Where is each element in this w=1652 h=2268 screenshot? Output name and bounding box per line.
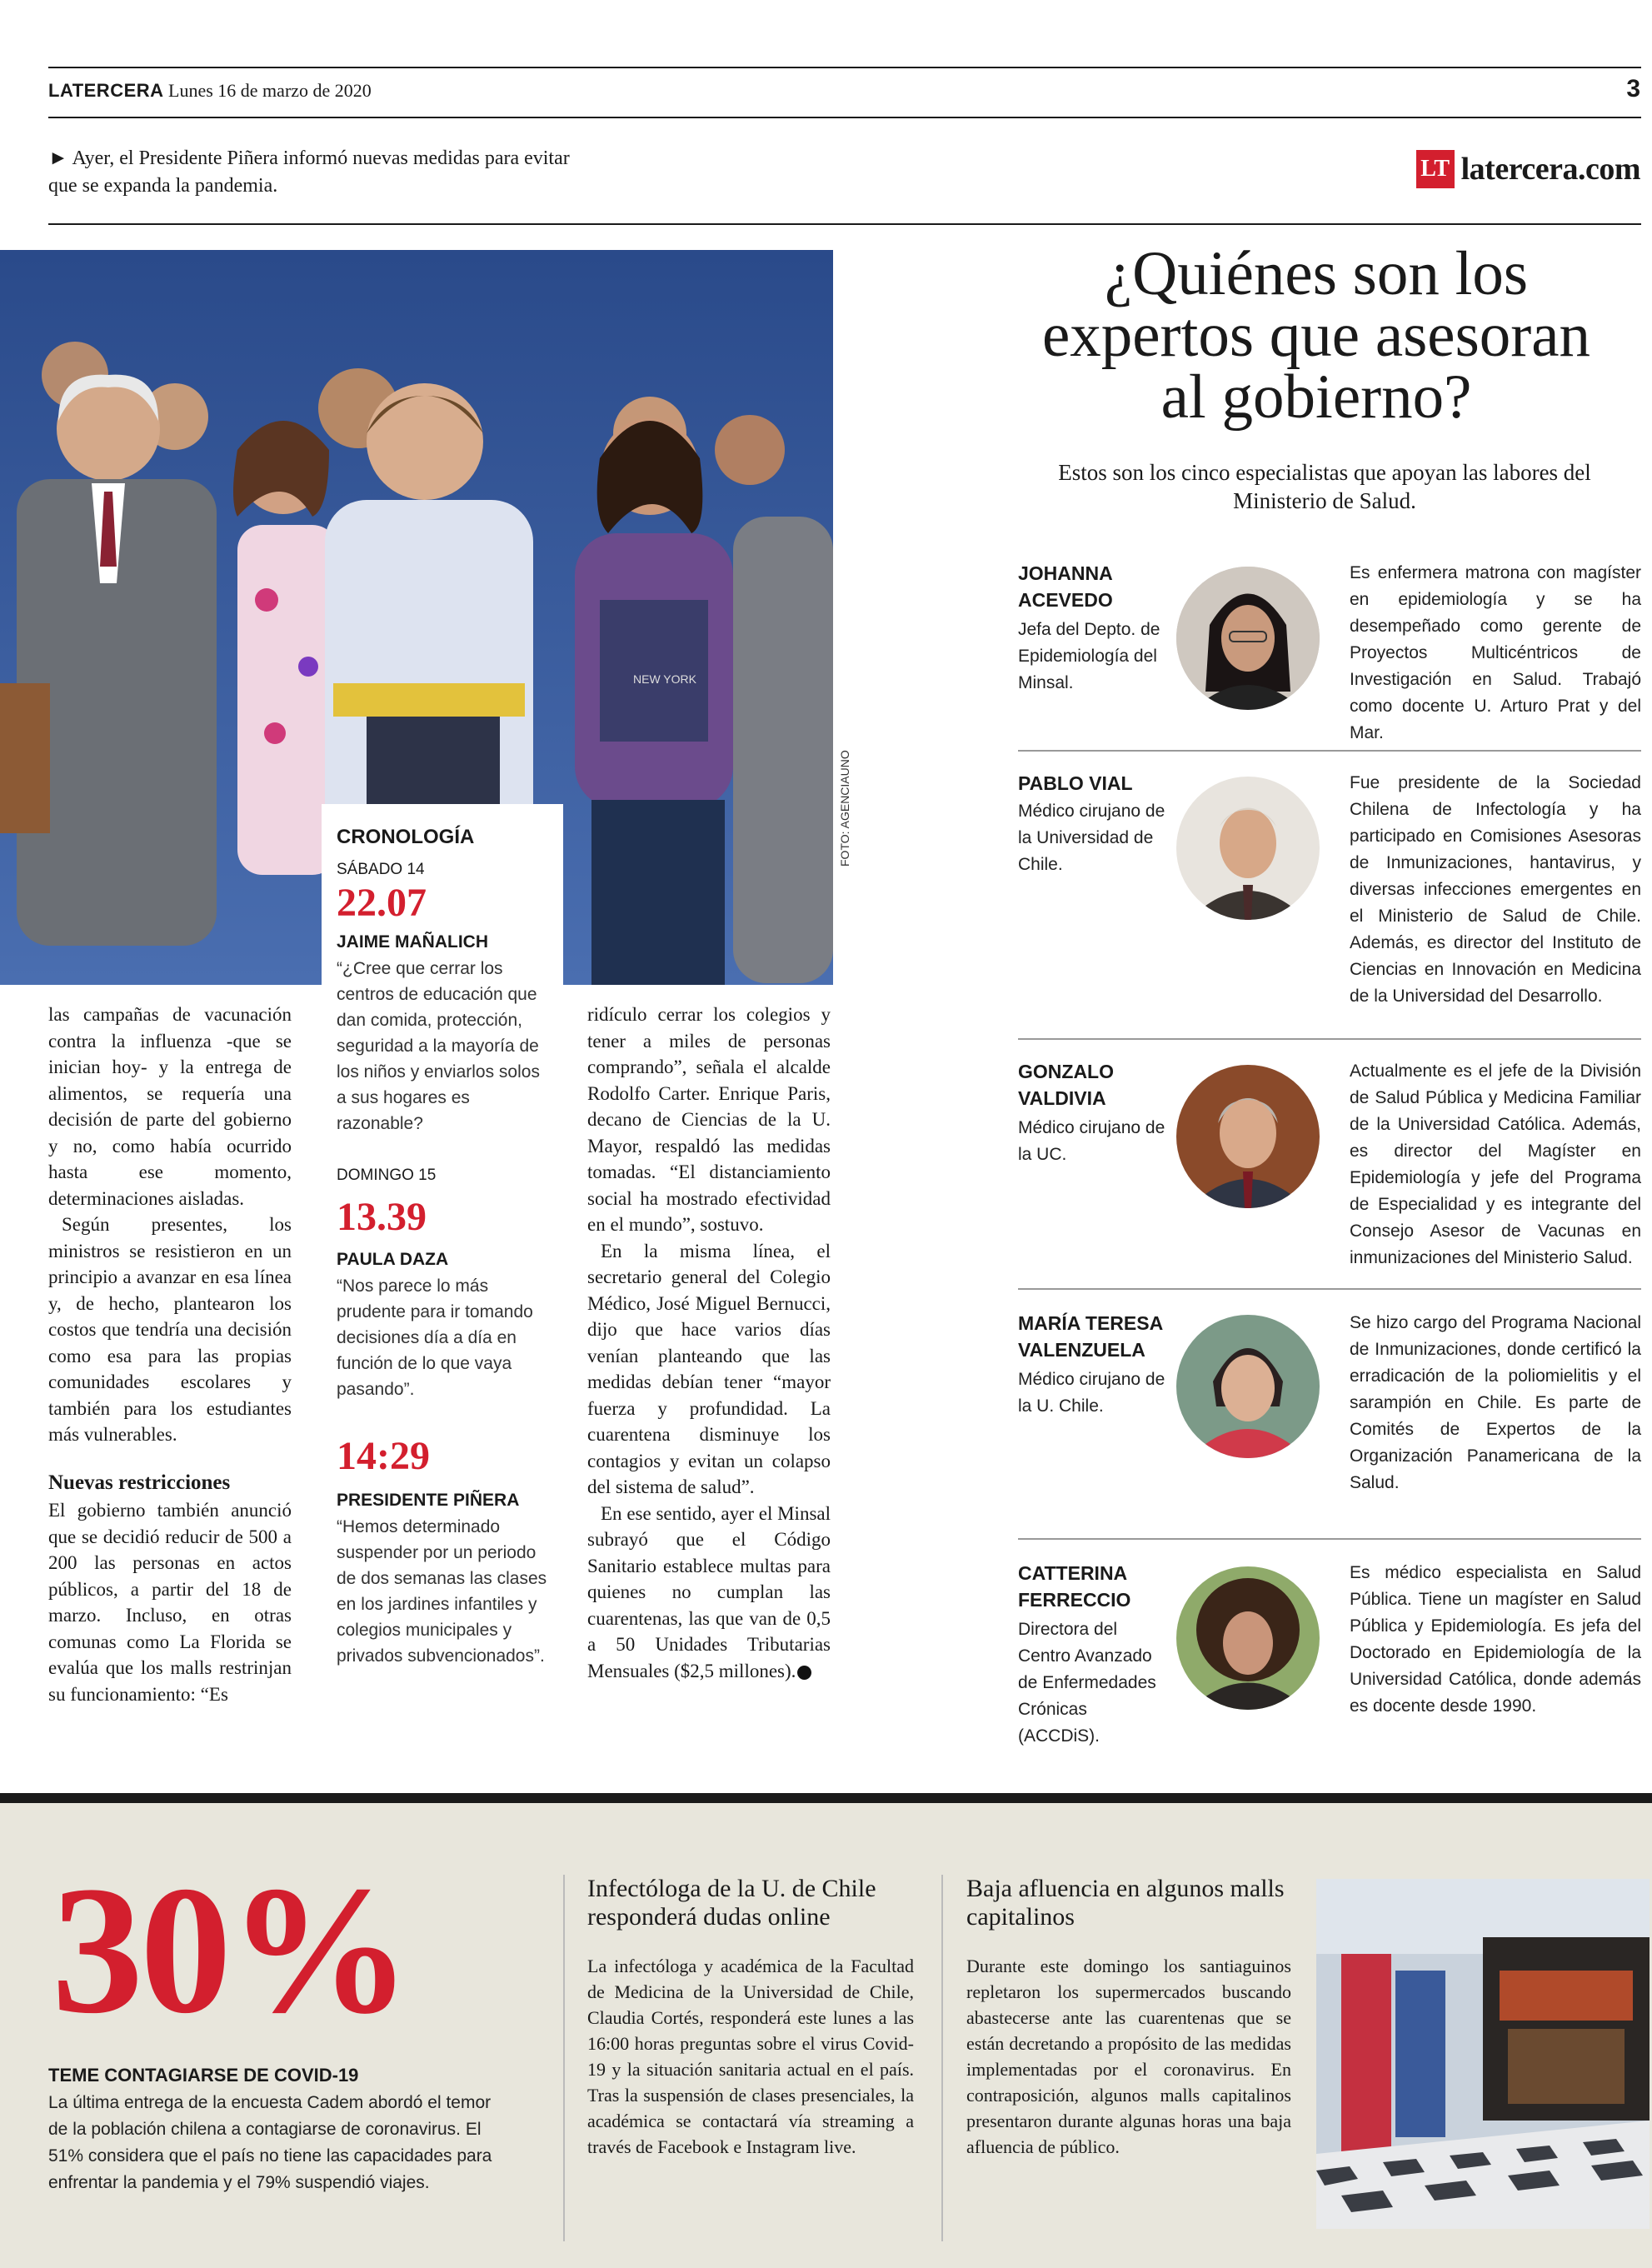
mall-photo	[1316, 1879, 1650, 2229]
photo-caption	[48, 145, 581, 200]
logo-text: latercera.com	[1460, 152, 1640, 187]
chronology-quote: “Hemos determinado suspender por un periodo de dos semanas las clases en los jardines infantiles y colegios municipales y privados subvencionados”.	[337, 1517, 547, 1666]
chronology-quote: “¿Cree que cerrar los centros de educación que dan comida, protección, seguridad a la mayoría de los niños y enviarlos solos a sus hogares es razonable?	[337, 959, 540, 1133]
expert-role: Médico cirujano de la UC.	[1018, 1118, 1165, 1164]
chronology-time: 13.39	[337, 1195, 427, 1239]
article-paragraph: En ese sentido, ayer el Minsal subrayó que el Código Sanitario establece multas para quienes no cumplan las cuarentenas, las que van de 0,5 a 50 Unidades Tributarias Mensuales ($2,5 millones).	[587, 1502, 831, 1681]
expert-portrait	[1176, 1065, 1320, 1208]
expert-bio: Fue presidente de la Sociedad Chilena de Infectología y ha participado en Comisiones Asesoras de Inmunizaciones, hantavirus, y diversas infecciones emergentes en el Ministerio de Salud de Chile. Además, es director del Instituto de Ciencias en Innovación en Medicina de la Universidad del Desarrollo.	[1350, 773, 1641, 1006]
expert-bio: Es enfermera matrona con magíster en epidemiología y se ha desempeñado como gerente de Proyectos Multicéntricos de Investigación en Salud. Trabajó como docente U. Arturo Prat y del Mar.	[1350, 563, 1641, 742]
caption-text: Ayer, el Presidente Piñera informó nuevas medidas para evitar que se expanda la pandemia.	[48, 147, 570, 197]
expert-portrait	[1176, 1566, 1320, 1710]
brief-malls	[966, 1875, 1291, 2160]
article-paragraph: El gobierno también anunció que se decidió reducir de 500 a 200 las personas en actos públicos, a partir del 18 de marzo. Incluso, en otras comunas como La Florida se evalúa que los malls restrinjan su funcionamiento: “Es	[48, 1500, 292, 1705]
article-subhead: Nuevas restricciones	[48, 1471, 231, 1494]
expert-name: JOHANNA ACEVEDO	[1018, 562, 1113, 611]
brief-headline: Infectóloga de la U. de Chile responderá dudas online	[587, 1875, 876, 1931]
photo-credit: FOTO: AGENCIAUNO	[838, 750, 851, 867]
caption-arrow-icon: ►	[48, 147, 68, 169]
caption-rule	[48, 223, 1641, 225]
expert-portrait	[1176, 777, 1320, 920]
chronology-speaker: JAIME MAÑALICH	[337, 932, 488, 952]
feature-headline: ¿Quiénes son los expertos que asesoran al gobierno?	[1041, 239, 1591, 432]
expert-divider	[1018, 1288, 1641, 1290]
brand-name: LATERCERA	[48, 80, 164, 101]
chronology-title: CRONOLOGÍA	[337, 826, 475, 848]
expert-bio: Es médico especialista en Salud Pública. Tiene un magíster en Salud Pública y Epidemiología. Es jefa del Doctorado en Epidemiología de la Universidad Católica, donde además es docente desde 1990.	[1350, 1563, 1641, 1716]
expert-bio: Actualmente es el jefe de la División de Salud Pública y Medicina Familiar de la Universidad Católica. Además, es director del Magíster en Epidemiología y jefe del Programa de Especialidad y es integrante del Consejo Asesor de Vacunas en inmunizaciones del Ministerio Salud.	[1350, 1062, 1641, 1267]
brief-headline: Baja afluencia en algunos malls capitalinos	[966, 1875, 1285, 1931]
expert-name: CATTERINA FERRECCIO	[1018, 1562, 1131, 1611]
expert-role: Médico cirujano de la Universidad de Chile.	[1018, 802, 1165, 874]
chronology-day: DOMINGO 15	[337, 1166, 437, 1184]
article-paragraph: las campañas de vacunación contra la influenza -que se inician hoy- y la entrega de alimentos, se requería una decisión de parte del gobierno y no, como había ocurrido hasta ese momento, determinaciones aisladas.	[48, 1004, 292, 1209]
site-logo[interactable]	[1416, 150, 1640, 188]
end-mark-icon	[797, 1666, 811, 1680]
expert-role: Directora del Centro Avanzado de Enfermedades Crónicas (ACCDiS).	[1018, 1620, 1156, 1746]
chronology-speaker: PRESIDENTE PIÑERA	[337, 1491, 520, 1510]
column-divider	[563, 1875, 565, 2241]
chronology-time: 22.07	[337, 881, 427, 925]
expert-portrait	[1176, 567, 1320, 710]
stat-text: La última entrega de la encuesta Cadem abordó el temor de la población chilena a contagiarse de coronavirus. El 51% considera que el país no tiene las capacidades para enfrentar la pandemia y el 79% suspendió viajes.	[48, 2093, 492, 2192]
header-rule	[48, 117, 1641, 118]
expert-portrait	[1176, 1315, 1320, 1458]
expert-divider	[1018, 1538, 1641, 1540]
expert-name: PABLO VIAL	[1018, 772, 1133, 794]
article-column-1	[48, 1002, 292, 1707]
chronology-speaker: PAULA DAZA	[337, 1250, 449, 1269]
issue-date: Lunes 16 de marzo de 2020	[168, 80, 372, 101]
stat-title: TEME CONTAGIARSE DE COVID-19	[48, 2065, 359, 2086]
expert-role: Médico cirujano de la U. Chile.	[1018, 1370, 1165, 1416]
brief-text: Durante este domingo los santiaguinos repletaron los supermercados buscando abastecerse ante las cuarentenas que se están decretando a propósito de las medidas implementadas por el coronavirus. En contraposición, algunos malls capitalinos presentaron durante algunas horas una baja afluencia de público.	[966, 1956, 1291, 2157]
expert-role: Jefa del Depto. de Epidemiología del Minsal.	[1018, 620, 1160, 692]
chronology-day: SÁBADO 14	[337, 861, 425, 878]
feature-dek: Estos son los cinco especialistas que apoyan las labores del Ministerio de Salud.	[1058, 460, 1591, 513]
stat-figure: 30%	[52, 1848, 408, 2051]
expert-name: GONZALO VALDIVIA	[1018, 1061, 1114, 1109]
shirt-print-text: NEW YORK	[633, 672, 696, 686]
chronology-box	[322, 804, 563, 1729]
brief-infectologa	[587, 1875, 914, 2160]
article-paragraph: Según presentes, los ministros se resistieron en un principio a avanzar en esa línea y, de hecho, plantearon los costos que tendría una decisión como esa para las propias comunidades escolares y también para los estudiantes más vulnerables.	[48, 1214, 292, 1445]
logo-mark: LT	[1416, 150, 1455, 188]
page-number: 3	[1626, 75, 1640, 102]
expert-bio: Se hizo cargo del Programa Nacional de Inmunizaciones, donde certificó la erradicación de la poliomielitis y el sarampión en Chile. Es parte de Comités de Expertos de la Organización Panamericana de la Salud.	[1350, 1313, 1641, 1492]
chronology-quote: “Nos parece lo más prudente para ir tomando decisiones día a día en función de lo que vaya pasando”.	[337, 1276, 533, 1399]
article-paragraph: En la misma línea, el secretario general del Colegio Médico, José Miguel Bernucci, dijo que hace varios días venían planteando que las medidas debían tener “mayor fuerza y profundidad. La cuarentena disminuye los contagios y evitan un colapso del sistema de salud”.	[587, 1240, 831, 1497]
article-column-3	[587, 1002, 831, 1684]
article-paragraph: ridículo cerrar los colegios y tener a miles de personas comprando”, señala el alcalde Rodolfo Carter. Enrique Paris, decano de Ciencias de la U. Mayor, respaldó las medidas tomadas. “El distanciamiento social ha mostrado efectividad en el mundo”, sostuvo.	[587, 1004, 831, 1235]
expert-divider	[1018, 750, 1641, 752]
brief-text: La infectóloga y académica de la Facultad de Medicina de la Universidad de Chile, Claudia Cortés, responderá este lunes a las 16:00 horas preguntas sobre el virus Covid-19 y la situación sanitaria actual en el país. Tras la suspensión de clases presenciales, la académica se contactará vía streaming a través de Facebook e Instagram live.	[587, 1956, 914, 2157]
top-rule	[48, 67, 1641, 68]
masthead	[48, 80, 372, 102]
expert-name: MARÍA TERESA VALENZUELA	[1018, 1312, 1163, 1361]
bottom-band-rule	[0, 1793, 1652, 1803]
column-divider	[941, 1875, 943, 2241]
chronology-time: 14:29	[337, 1434, 430, 1478]
expert-divider	[1018, 1038, 1641, 1040]
